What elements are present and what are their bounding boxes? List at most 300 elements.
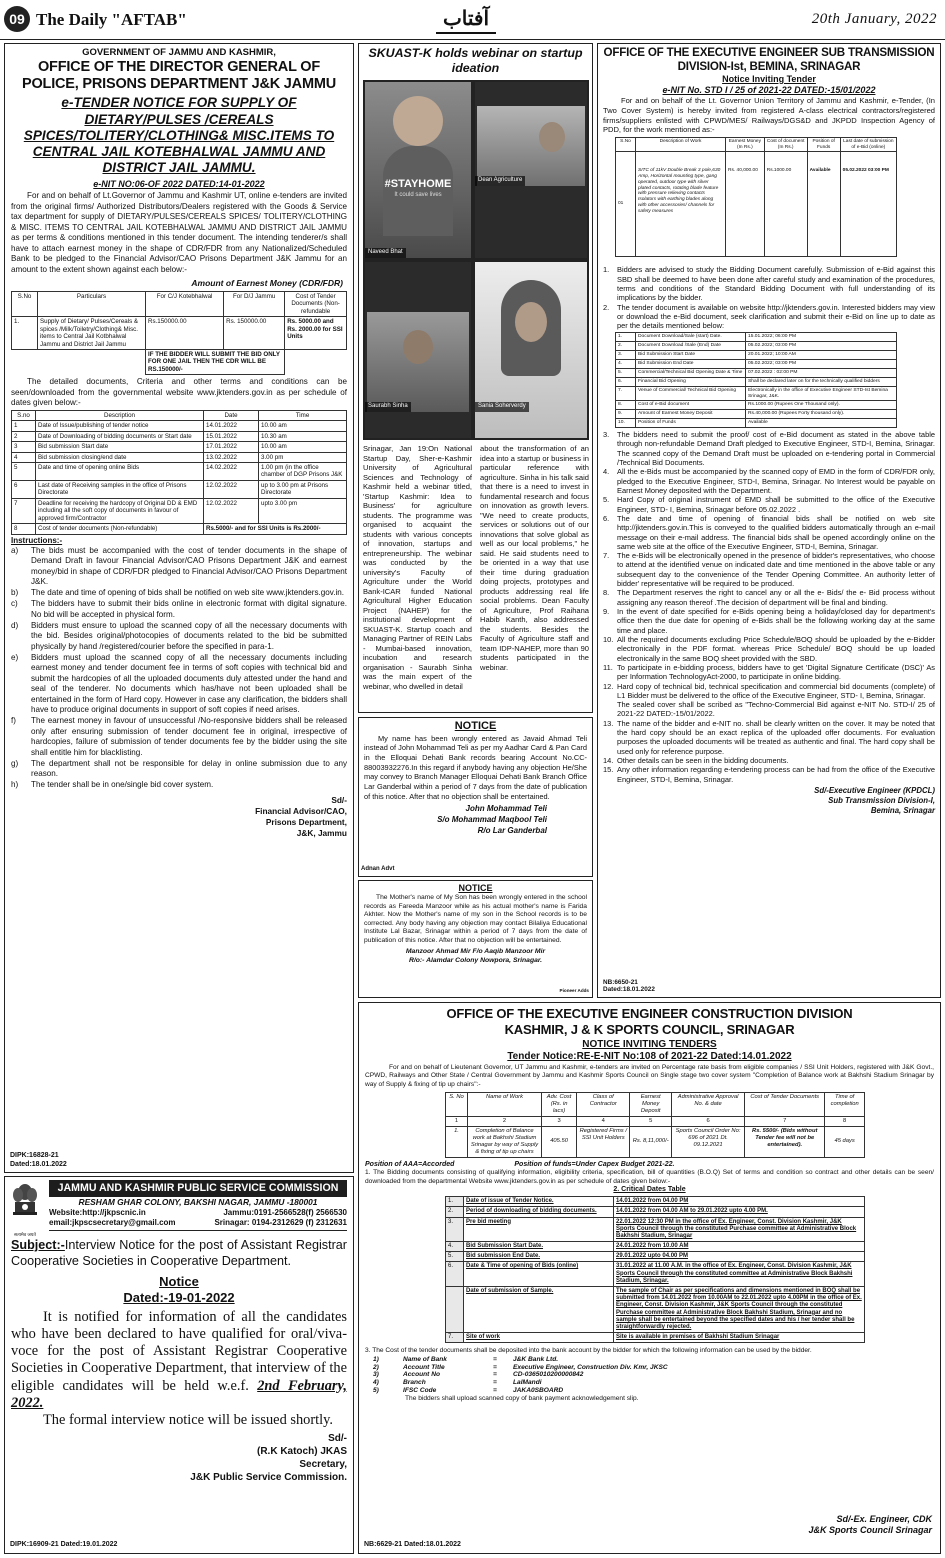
cell: Date of Issue/publishing of tender notice <box>36 421 204 431</box>
list-item <box>603 430 935 467</box>
cell: Rs.1000.00 <box>764 152 807 257</box>
cell: J&K Bank Ltd. <box>513 1355 559 1363</box>
notice-body: The Mother's name of My Son has been wrongly entered in the school records as Fareeda Manzoor while as his actual mother's name is Farida Akhter. Now the Mother's name of my son in the School records is to be corrected. Any body having any objection may contact Bilaliya Educational Institute Lal Bazar, Srinagar within a period of 7 days from the date of publication of this notice. After that no objection will be entertained. <box>364 894 587 944</box>
sign-line: Sd/-Ex. Engineer, CDK <box>836 1513 932 1524</box>
kpdcl-nb <box>603 979 655 994</box>
cell: 3) <box>373 1371 379 1379</box>
cell: 8. <box>616 401 636 410</box>
kpdcl-work-table <box>615 137 897 258</box>
para-text: It is notified for information of all the candidates who have been declared to have qualified for oral/viva-voce for the post of Assistant Registrar Cooperative Societies in Cooperative Department, that interview of the eligible candidates will be held w.e.f. <box>11 1308 347 1394</box>
cell: 15.01.2022 <box>204 431 259 441</box>
th: Position of Funds <box>807 137 840 152</box>
table-row <box>446 1333 865 1343</box>
th-cost: Cost of Tender Documents (Non-refundable <box>285 291 347 316</box>
cell: Date of issue of Tender Notice. <box>464 1197 614 1207</box>
list-item <box>603 467 935 495</box>
cell: Executive Engineer, Construction Div. Kmr, JKSC <box>513 1363 668 1371</box>
cell: 12.02.2022 <box>204 480 259 498</box>
police-instructions <box>11 546 347 791</box>
photo-dean-agriculture <box>475 82 587 258</box>
sign-line: Sd/-Executive Engineer (KPDCL) <box>814 785 935 795</box>
sports-upload-note: The bidders shall upload scanned copy of bank payment acknowledgement slip. <box>405 1395 639 1403</box>
photo-naveed-bhat <box>365 82 471 258</box>
jkpsc-notice <box>4 1176 354 1554</box>
cell: 07.02.2022 : 02:00 PM <box>746 368 897 377</box>
cell: Account Title <box>403 1363 445 1371</box>
table-row <box>12 349 347 374</box>
item-no: 14. <box>603 756 614 766</box>
cell: 10. <box>616 419 636 428</box>
cell: Period of downloading of bidding documents. <box>464 1207 614 1217</box>
item-no: 4. <box>603 467 610 477</box>
list-item <box>603 551 935 588</box>
jkpsc-contact-row-1 <box>49 1208 347 1218</box>
item-text: To participate in e-bidding process, bidders have to get 'Digital Signature Certificate (DSC)' As per Information TechnologyAct-2000, to participate in online bidding. <box>617 662 935 682</box>
item-text: The bidders have to submit their bids online in electronic format with digital signature. No bid will be accepted in physical form. <box>31 599 347 619</box>
jkpsc-signature <box>11 1432 347 1484</box>
police-schedule-table <box>11 410 347 535</box>
dipk: DIPK:16828-21 <box>10 1152 59 1160</box>
list-item <box>603 607 935 635</box>
item-no: 1. <box>603 265 610 275</box>
photo-label: Saurabh Sinha <box>365 402 411 412</box>
list-item <box>603 719 935 756</box>
table-row <box>446 1262 865 1287</box>
face-shape <box>539 122 565 152</box>
cell: 12.02.2022 <box>204 498 259 523</box>
cell: Venue of Commercial/ Technical Bid Opening <box>636 386 746 401</box>
item-no: h) <box>11 780 19 790</box>
cell: Site is available in premises of Bakhshi Stadium Srinagar <box>614 1333 865 1343</box>
notice-title: NOTICE <box>454 720 497 732</box>
cell: 7. <box>446 1333 464 1343</box>
jkpsc-contact-row-2 <box>49 1218 347 1231</box>
table-row <box>616 410 897 419</box>
table-row <box>12 421 347 431</box>
cell: 1. <box>616 333 636 342</box>
item-text: Other details can be seen in the bidding documents. <box>617 756 789 766</box>
sign-line: John Mohammad Teli <box>465 804 547 814</box>
cell: 9. <box>616 410 636 419</box>
cell: 6 <box>12 480 36 498</box>
sign-line: J&K Sports Council Srinagar <box>808 1525 932 1536</box>
cell: Document Download /Sale (End) Date <box>636 342 746 351</box>
cell: JAKA0SBOARD <box>513 1387 564 1395</box>
item-text: The bidders need to submit the proof/ cost of e-Bid document as stated in the above table through non-refundable Demand Draft pledged to Executive Engineer, STD-I, Bemina, Srinagar. The scanned copy of the Demand Draft must be uploaded on e-tendering portal in Commercial /Technical Bid Documents. <box>617 430 935 468</box>
sign-line: Financial Advisor/CAO, <box>255 805 347 816</box>
instruction-item <box>11 546 347 588</box>
item-text: Hard copy of technical bid, technical specification and commercial bid documents (complete) of L1 Bidder must be delivered to the office of the Executive Engineer, STD- I, Bemina, Srinagar. <box>617 681 935 700</box>
table-row <box>446 1197 865 1207</box>
list-item <box>603 303 935 331</box>
cell: Bid submission closing/end date <box>36 452 204 462</box>
subject-label: Subject:- <box>11 1238 65 1253</box>
sports-tender-no: Tender Notice:RE-E-NIT No:108 of 2021-22 Dated:14.01.2022 <box>507 1051 792 1063</box>
position-funds: Position of funds=Under Capex Budget 2021-22. <box>514 1160 675 1168</box>
sign-line: Prisons Department, <box>265 816 347 827</box>
cell: 15.01.2022; 06:00 PM <box>746 333 897 342</box>
item-text: All the e-Bids must be accompanied by the scanned copy of EMD in the form of CDR/FDR only, pledged to the Executive Engineer, STD-I, Bemina, Srinagar. No Interest would be payable on Earnest Money deposited with the Department. <box>617 467 935 495</box>
sign-line: Secretary, <box>299 1458 347 1470</box>
th: Date <box>204 410 259 420</box>
jkpsc-subject <box>11 1237 347 1270</box>
table-row <box>12 442 347 452</box>
kpdcl-items-a <box>603 265 935 330</box>
table-row <box>616 351 897 360</box>
table-row <box>12 317 347 350</box>
video-frame <box>477 106 585 186</box>
position-aaa: Position of AAA=Accorded <box>365 1160 455 1168</box>
cell: 10.00 am <box>259 442 347 452</box>
list-item <box>603 663 935 682</box>
table-row <box>446 1252 865 1262</box>
newspaper-name: The Daily "AFTAB" <box>36 10 187 29</box>
cell: Branch <box>403 1379 426 1387</box>
stayhome-text: #STAYHOME <box>384 178 452 190</box>
th-particulars: Particulars <box>38 291 146 316</box>
item-no: 13. <box>603 718 614 728</box>
cell: 5 <box>12 463 36 481</box>
item-text: Hard Copy of original instrument of EMD shall be submitted to the office of the Executive Engineer, STD- I, Bemina, Srinagar before 05.02.2022 . <box>617 495 935 514</box>
table-row <box>616 401 897 410</box>
kpdcl-nit-title: Notice Inviting Tender <box>722 73 816 84</box>
cell: upto 3.00 pm <box>259 498 347 523</box>
item-no: 11. <box>603 662 613 672</box>
notice-signature <box>364 804 547 836</box>
cell: 4. <box>446 1242 464 1252</box>
table-row <box>12 431 347 441</box>
jkpsc-email: email:jkpscsecretary@gmail.com <box>49 1218 176 1227</box>
cell: 22.01.2022 12:30 PM in the office of Ex. Engineer, Const. Division Kashmir, J&K Sports Council through the constituted Purchase committee at Administrative Block Bakhshi Stadium, Srinagar <box>614 1217 865 1242</box>
cell: Rs.40,000.00 (Rupees Forty thousand only). <box>746 410 897 419</box>
police-dipk <box>10 1152 67 1169</box>
jkpsc-srinagar-phone: Srinagar: 0194-2312629 (f) 2312631 <box>214 1218 347 1227</box>
cell: 6. <box>616 377 636 386</box>
instruction-item <box>11 759 347 780</box>
table-row <box>616 152 897 257</box>
dated: Dated:18.01.2022 <box>10 1160 67 1168</box>
sports-dates-table <box>445 1196 865 1343</box>
sports-critical-title: 2. Critical Dates Table <box>613 1186 686 1194</box>
cell: 1 <box>446 1116 468 1126</box>
table-row <box>12 498 347 523</box>
cell: = <box>493 1371 497 1379</box>
th: Earnest Money Deposit <box>630 1093 672 1117</box>
skuast-col-1: Srinagar, Jan 19:On National Startup Day, Sher-e-Kashmir University of Agricultural Sciences and Technology of Kashmir held a webinar titled, 'Startup Kashmir: Idea to Business' for agriculture students. The programme was organised to acquaint the students with various concepts of innovation, startups and entrepreneurship. The webinar was conducted by the university's Faculty of Agriculture under the World Bank-ICAR funded National Agricultural Higher Education Project (NAHEP) for the institutional development of SKUAST-K. Startup coach and Managing Partner of REIN Labs - Mumbai-based innovation, incubation and research organisation - Saurabh Sinha was the main expert of the webinar, who dwelled in detail <box>363 444 472 691</box>
table-row <box>371 1371 671 1379</box>
item-text: The earnest money in favour of unsuccessful /No-responsive bidders shall be released only after ensuring submission of tender document fee in original, irrespective of hardcopies, failure of submission of tender documents fee by the bidder using the site shall entitle him for blacklisting. <box>31 716 347 757</box>
th: Time <box>259 410 347 420</box>
cell: 1. <box>12 317 38 350</box>
item-text: The e-Bids will be electronically opened in the presence of bidder's representatives, who choose to attend at the identified venue on indicated date and time mentioned in the above table or any subsequent day to the convenience of the Tender Opening Committee. An authority letter of bidder' representative will be required to be produced. <box>617 551 935 589</box>
kpdcl-intro: For and on behalf of the Lt. Governor Union Territory of Jammu and Kashmir, e-Tender, (In Two Cover System) is hereby invited from registered A-class electrical contractors/registered firms/suppliers enlisted with CPWD/MES/ Railways/DGS&D and JKPDD Inspection Agency of PDD, for the work mentioned as:- <box>603 96 935 135</box>
cell: = <box>493 1379 497 1387</box>
cell: 8 <box>825 1116 865 1126</box>
sign-line: Bemina, Srinagar <box>870 805 935 815</box>
ashoka-emblem-icon <box>9 1180 41 1238</box>
item-no: f) <box>11 716 16 726</box>
table-header <box>12 410 347 420</box>
cell: 6. <box>446 1262 464 1287</box>
cell: 3. <box>616 351 636 360</box>
table-header <box>12 291 347 316</box>
cell: 1 <box>12 421 36 431</box>
instruction-item <box>11 588 347 599</box>
item-no: e) <box>11 652 19 662</box>
table-row <box>446 1287 865 1333</box>
cell: 5. <box>446 1252 464 1262</box>
cell: Rs.5000/- and for SSI Units is Rs.2000/- <box>204 524 347 534</box>
cell: 05.02.2022; 03:00 PM <box>746 360 897 369</box>
cell: 7 <box>12 498 36 523</box>
cell: 405.50 <box>542 1126 577 1157</box>
list-item <box>603 700 935 719</box>
list-item <box>603 265 935 302</box>
cell: 7 <box>745 1116 825 1126</box>
face-shape <box>515 302 547 342</box>
item-no: 15. <box>603 765 614 775</box>
th: S.no <box>12 410 36 420</box>
cell: 4 <box>12 452 36 462</box>
th: Adv. Cost (Rs. in lacs) <box>542 1093 577 1117</box>
cell: Registered Firms / SSI Unit Holders <box>577 1126 630 1157</box>
adv-agency: Adnan Advt <box>361 866 395 873</box>
sign-line: R/o Lar Ganderbal <box>477 825 547 835</box>
item-text: The Department reserves the right to cancel any or all the e- Bids/ the e- Bid process without assigning any reason thereof .The decision of department will be final and binding. <box>617 588 935 607</box>
photo-label: Naveed Bhat <box>365 248 406 258</box>
skuast-body <box>363 444 589 691</box>
item-no: a) <box>11 545 19 555</box>
nb: NB:6650-21 <box>603 978 638 986</box>
list-item <box>603 514 935 551</box>
cell: 29.01.2022 upto 04.00 PM <box>614 1252 865 1262</box>
cell: Rs. 5500/- (Bids without Tender fee will not be entertained). <box>745 1126 825 1157</box>
item-no: 10. <box>603 634 614 644</box>
cell: 3. <box>446 1217 464 1242</box>
th: S. No <box>446 1093 468 1117</box>
photo-label: Sania Soherverdy <box>475 402 529 412</box>
sports-para-3: 3. The Cost of the tender documents shall be deposited into the bank account by the bidder for which the following information can be used by the bidder. <box>365 1347 812 1355</box>
kpdcl-office: OFFICE OF THE EXECUTIVE ENGINEER SUB TRANSMISSION DIVISION-Ist, BEMINA, SRINAGAR <box>603 46 935 73</box>
item-text: The bids must be accompanied with the cost of tender documents in the shape of Demand Draft in favour Financial Advisor/CAO Prisons Department J&K and earnest money/bid in shape of CDR/FDR pledged to Financial Advisor/CAO Prisons Department J&K. <box>31 545 347 587</box>
table-row <box>446 1217 865 1242</box>
police-emd-heading: Amount of Earnest Money (CDR/FDR) <box>191 278 343 289</box>
sports-intro: For and on behalf of Lieutenant Governor, UT Jammu and Kashmir, e-tenders are invited on Percentage rate basis from eligible companies / SSI Unit Holders, registered with J&K Govt., CPWD, Railways and Other State / Central Government by Jammu and Kashmir Sports Council on Single stage two cover system "Completion of Balance work at Bakhshi Stadium Srinagar by way of Supply & fixing of tip up chairs":- <box>365 1063 934 1088</box>
sports-para-1 <box>365 1169 934 1186</box>
dated: Dated:18.01.2022 <box>603 986 655 994</box>
cell: The sample of Chair as per specifications and dimensions mentioned in BOQ shall be submitted from 14.01.2022 from 10.00AM to 22.01.2022 upto 4.00PM in the office of Ex. Engineer, Const. Division Kashmir, J&K Sports Council through the constituted Purchase committee at Administrative Block Bakhshi Stadium, Srinagar and no sample shall be entertained beyond the specified dates and his / her tender shall be straightforwardly rejected. <box>614 1287 865 1333</box>
item-text: The sealed cover shall be scribed as "Techno-Commercial Bid against e-NIT No. STD-I/ 25 of 2021-22 DATED:-15/01/2022. <box>617 700 935 719</box>
notice-body: My name has been wrongly entered as Javaid Ahmad Teli instead of John Mohammad Teli as per my Aadhar Card & Pan Card in the Elloquai Dehati Bank records bearing Account No.CC-88003932276.In this regard if anybody having any objection He/She may convey to Branch Manager Elloquai Dehati Bank Branch Office Lar Ganderbal within a period of 7 days from the date of publication of this notice. After that no objection shall be entertained. <box>364 733 587 801</box>
cell: Date of Downloading of bidding documents or Start date <box>36 431 204 441</box>
th: Class of Contractor <box>577 1093 630 1117</box>
th: Cost of document (In Rs.) <box>764 137 807 152</box>
cell: Commercial/Technical Bid Opening Date & Time <box>636 368 746 377</box>
cell: 4. <box>616 360 636 369</box>
table-row <box>616 377 897 386</box>
cell: 13.02.2022 <box>204 452 259 462</box>
cell: Rs.1000.00 (Rupees One Thousand only). <box>746 401 897 410</box>
cell: Name of Bank <box>403 1355 447 1363</box>
cell: Amount of Earnest Money Deposit <box>636 410 746 419</box>
instruction-item <box>11 653 347 716</box>
item-no: g) <box>11 758 19 768</box>
item-text: Bidders must ensure to upload the scanned copy of all the necessary documents with the bid. Besides original/photocopies of documents related to the bid be submitted physically by hand /registered/courier before the specified in para-1. <box>31 620 347 651</box>
table-row <box>12 452 347 462</box>
list-item <box>603 682 935 701</box>
item-no: 8. <box>603 588 610 598</box>
item-no: 7. <box>603 551 610 561</box>
cell <box>446 1287 464 1333</box>
cell: Available <box>807 152 840 257</box>
cell: Pre bid meeting <box>464 1217 614 1242</box>
sports-signature <box>808 1514 932 1537</box>
cell: Account No <box>403 1371 440 1379</box>
item-text: The date and time of opening of bids shall be notified on web site www.jktenders.gov.in. <box>31 588 344 598</box>
kpdcl-items-b <box>603 430 935 784</box>
cell: Last date of Receiving samples in the office of Prisons Directorate <box>36 480 204 498</box>
name-change-notice-2 <box>358 880 593 998</box>
cell: 3.00 pm <box>259 452 347 462</box>
cell: Rs. 8,11,000/- <box>630 1126 672 1157</box>
cdr-note: IF THE BIDDER WILL SUBMIT THE BID ONLY FOR ONE JAIL THEN THE CDR WILL BE RS.150000/- <box>146 349 285 374</box>
cell: Rs. 5000.00 and Rs. 2000.00 for SSI Units <box>285 317 347 350</box>
cell: 5 <box>630 1116 672 1126</box>
table-row <box>616 333 897 342</box>
jkpsc-para-1 <box>11 1309 347 1413</box>
kpdcl-enit: e-NIT No. STD I / 25 of 2021-22 DATED:-15/01/2022 <box>662 85 876 96</box>
th: S.No <box>616 137 636 152</box>
jkpsc-para-2: The formal interview notice will be issued shortly. <box>43 1412 334 1429</box>
cell: 2 <box>468 1116 542 1126</box>
list-item <box>603 635 935 663</box>
jkpsc-dipk: DIPK:16909-21 Dated:19.01.2022 <box>10 1541 118 1549</box>
skuast-news-article <box>358 43 593 713</box>
table-row <box>371 1364 671 1372</box>
cell: Bid submission End Date. <box>464 1252 614 1262</box>
cell: Position of Funds <box>636 419 746 428</box>
para-text: The Bidding documents consisting of qualifying information, eligibility criteria, specification, bill of quantities (B.O.Q) Set of terms and condition so contract and other details can be seen/ downloaded from the departmental Website www.jktenders.gov.in as per schedule of dates given below:- <box>365 1169 935 1185</box>
sign-line: S/o Mohammad Maqbool Teli <box>437 815 547 825</box>
sign-line: Sub Transmission Division-I, <box>828 795 935 805</box>
item-no: 5. <box>603 495 610 505</box>
police-emd-table <box>11 291 347 375</box>
para-no: 1. <box>365 1169 371 1177</box>
table-row <box>446 1242 865 1252</box>
cell: 05.02.2022 03:00 PM <box>840 152 896 257</box>
item-no: 9. <box>603 607 610 617</box>
kpdcl-tender-notice <box>597 43 941 998</box>
cell: Bid Submission End Date <box>636 360 746 369</box>
cell: 6 <box>671 1116 744 1126</box>
kpdcl-dates-table <box>615 332 897 428</box>
cell: 2. <box>616 342 636 351</box>
cell: up to 3.00 pm at Prisons Directorate <box>259 480 347 498</box>
emblem-motto: सत्यमेव जयते <box>14 1232 36 1238</box>
th-dj: For D/J Jammu <box>224 291 285 316</box>
table-row <box>12 463 347 481</box>
cell: 10.00 am <box>259 421 347 431</box>
item-text: Bidders are advised to study the Bidding Document carefully. Submission of e-Bid against this SBD shall be deemed to have been done after careful study and examination of the procedures, terms and conditions of the Standard Bidding Document with full understanding of its implications by the bidder. <box>617 265 935 303</box>
table-row <box>12 480 347 498</box>
cell: 05.02.2022; 03:00 PM <box>746 342 897 351</box>
sd: Sd/- <box>331 794 347 805</box>
cell: Rs. 150000.00 <box>224 317 285 350</box>
table-row <box>371 1379 671 1387</box>
adv-agency: Pioneer Adds <box>559 988 589 994</box>
subject-text: Interview Notice for the post of Assistant Registrar Cooperative Societies in Cooperative Department. <box>11 1238 347 1269</box>
cell: Cost of tender documents (Non-refundable) <box>36 524 204 534</box>
newspaper-logo: آفتاب <box>436 4 496 34</box>
stayhome-subtext: It could save lives <box>394 192 442 198</box>
cell: 14.02.2022 <box>204 463 259 481</box>
jkpsc-address: RESHAM GHAR COLONY, BAKSHI NAGAR, JAMMU -180001 <box>78 1197 318 1208</box>
th: Last date of submission of e-Bid (online) <box>840 137 896 152</box>
sports-bank-table <box>371 1356 671 1396</box>
th: Name of Work <box>468 1093 542 1117</box>
sports-work-table <box>445 1092 865 1158</box>
cell: 45 days <box>825 1126 865 1157</box>
sports-office: OFFICE OF THE EXECUTIVE ENGINEER CONSTRUCTION DIVISION KASHMIR, J & K SPORTS COUNCIL, SRINAGAR <box>446 1006 853 1038</box>
kpdcl-signature <box>603 786 935 816</box>
name-change-notice-1 <box>358 717 593 877</box>
cell: 20.01.2022; 10:00 AM <box>746 351 897 360</box>
police-intro: For and on behalf of Lt.Governor of Jammu and Kashmir UT, online e-tenders are invited from the original firms/ Authorized Distributors/Dealers registered with the Goods & Service tax department for supply of DIETARY/PULSES/CEREALS SPICES/ TOLITERY/CLOTHING & MISC. ITEMS TO CENTRAL JAIL KOTEBHALWAL JAMMU AND DISTRICT JAIL JAMMU as per terms & conditions mentioned in this tender document. The intending tenderer/s shall have to attach earnest money in the shape of CDR/FDR from any Nationalized/Scheduled Bank to be pledged to the Financial Advisor/CAO Prisons Department J&K Jammu for an amount to the extent shown against each below:- <box>11 191 347 274</box>
cell: 7. <box>616 386 636 401</box>
cell: Site of work <box>464 1333 614 1343</box>
cell: Date and time of opening online Bids <box>36 463 204 481</box>
cell: = <box>493 1387 497 1395</box>
table-row <box>371 1356 671 1364</box>
th: Cost of Tender Documents <box>745 1093 825 1117</box>
instruction-item <box>11 621 347 653</box>
item-no: 12. <box>603 681 614 691</box>
cell: Bid Submission Start Date <box>636 351 746 360</box>
jkpsc-name: JAMMU AND KASHMIR PUBLIC SERVICE COMMISSION <box>49 1180 347 1197</box>
cell: 14.01.2022 from 04.00 PM <box>614 1197 865 1207</box>
webinar-screenshot <box>363 80 589 440</box>
police-title: e-TENDER NOTICE FOR SUPPLY OF DIETARY/PULSES /CEREALS SPICES/TOLITERY/CLOTHING& MISC.ITEMS TO CENTRAL JAIL KOTEBHALWAL JAMMU AND DISTRICT JAIL JAMMU. <box>23 95 335 176</box>
item-no <box>603 700 617 719</box>
cell: 10.30 am <box>259 431 347 441</box>
item-text: The tender shall be in one/single bid cover system. <box>31 780 214 790</box>
cell: 5. <box>616 368 636 377</box>
cell: 17.01.2022 <box>204 442 259 452</box>
masthead <box>0 0 945 40</box>
page-number: 09 <box>4 6 30 32</box>
sign-line: J&K Public Service Commission. <box>190 1471 347 1483</box>
cell: Electronically in the office of Executive Engineer STD-Ist Bemina Srinagar, J&K. <box>746 386 897 401</box>
cell: 1) <box>373 1355 379 1363</box>
cell: 4 <box>577 1116 630 1126</box>
cell: 2. <box>446 1207 464 1217</box>
item-text: All the required documents excluding Price Schedule/BOQ should be uploaded by the e-Bidder electronically in the PDF format. whereas Price Schedule/ BOQ should be up loaded electronically in the same BOQ sheet provided with the SBD. <box>617 634 935 663</box>
cell: Date & Time of opening of Bids (online) <box>464 1262 614 1287</box>
cell: Available <box>746 419 897 428</box>
police-gov: GOVERNMENT OF JAMMU AND KASHMIR, <box>82 47 276 58</box>
table-number-row <box>446 1116 865 1126</box>
instruction-item <box>11 599 347 620</box>
item-text: The department shall not be responsible for delay in online submission due to any reason. <box>31 758 347 779</box>
photo-label: Dean Agriculture <box>475 176 525 186</box>
notice-signature <box>364 948 587 966</box>
item-text: Any other information regarding e-tendering process can be had from the office of the Executive Engineer, STD-I, Bemina, Srinagar. <box>617 765 935 784</box>
cell: Date of submission of Sample. <box>464 1287 614 1333</box>
instruction-item <box>11 780 347 791</box>
cell: 1. <box>446 1126 468 1157</box>
police-office: OFFICE OF THE DIRECTOR GENERAL OF POLICE, PRISONS DEPARTMENT J&K JAMMU <box>22 58 336 93</box>
th-cj: For C/J Kotebhalwal <box>146 291 224 316</box>
